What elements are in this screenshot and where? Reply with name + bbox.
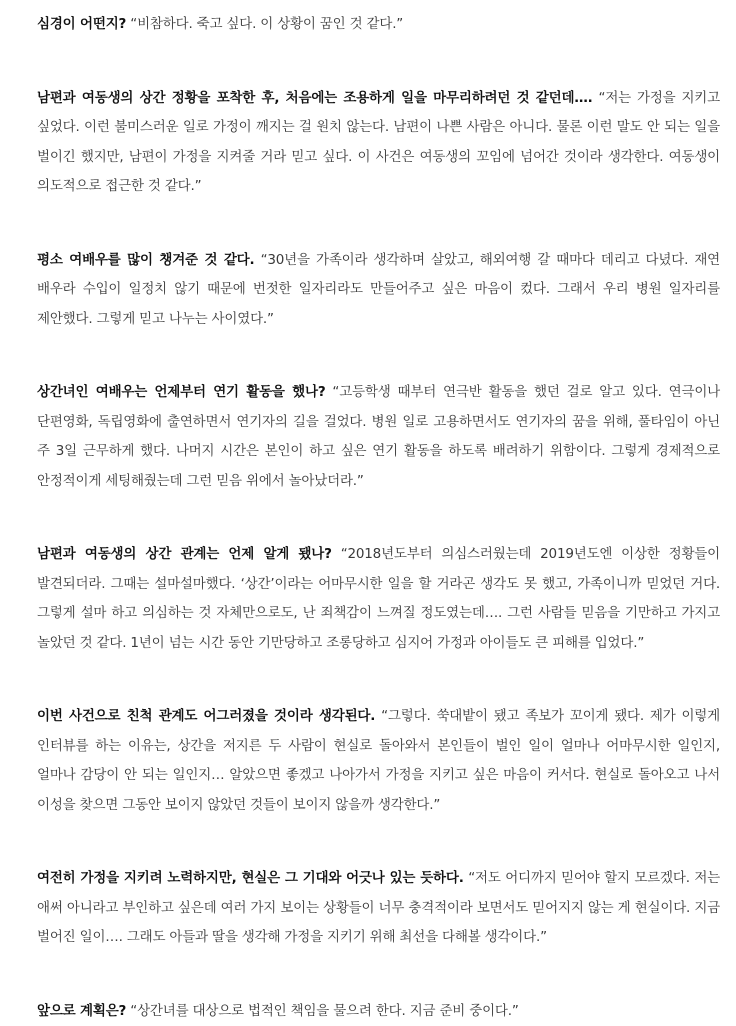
interview-question: 남편과 여동생의 상간 정황을 포착한 후, 처음에는 조용하게 일을 마무리하려던 것 같던데….: [37, 90, 593, 106]
interview-question: 여전히 가정을 지키려 노력하지만, 현실은 그 기대와 어긋나 있는 듯하다.: [37, 870, 464, 886]
interview-answer: “상간녀를 대상으로 법적인 책임을 물으려 한다. 지금 준비 중이다.”: [130, 1003, 518, 1019]
interview-answer: “저도 어디까지 믿어야 할지 모르겠다. 저는 애써 아니라고 부인하고 싶은데 여러 가지 보이는 상황들이 너무 충격적이라 보면서도 믿어지지 않는 게 현실이다. 지금 벌어진 일이…. 그래도 아들과 딸을 생각해 가정을 지키기 위해 최선을 다해볼 생각이다.”: [37, 870, 720, 945]
interview-question: 심경이 어떤지?: [37, 16, 126, 32]
interview-answer: “저는 가정을 지키고 싶었다. 이런 불미스러운 일로 가정이 깨지는 걸 원치 않는다. 남편이 나쁜 사람은 아니다. 물론 이런 말도 안 되는 일을 벌이긴 했지만, 남편이 가정을 지켜줄 거라 믿고 싶다. 이 사건은 여동생의 꼬임에 넘어간 것이라 생각한다. 여동생이 의도적으로 접근한 것 같다.”: [37, 90, 720, 195]
interview-paragraph: [37, 540, 720, 658]
interview-paragraph: [37, 10, 720, 40]
interview-paragraph: [37, 702, 720, 820]
interview-answer: “그렇다. 쑥대밭이 됐고 족보가 꼬이게 됐다. 제가 이렇게 인터뷰를 하는 이유는, 상간을 저지른 두 사람이 현실로 돌아와서 본인들이 벌인 일이 얼마나 어마무시한 일인지, 얼마나 감당이 안 되는 일인지… 알았으면 좋겠고 나아가서 가정을 지키고 싶은 마음이 커서다. 현실로 돌아오고 나서 이성을 찾으면 그동안 보이지 않았던 것들이 보이지 않을까 생각한다.”: [37, 708, 720, 813]
interview-question: 상간녀인 여배우는 언제부터 연기 활동을 했나?: [37, 384, 325, 400]
interview-paragraph: [37, 864, 720, 953]
interview-question: 남편과 여동생의 상간 관계는 언제 알게 됐나?: [37, 546, 332, 562]
interview-question: 이번 사건으로 친척 관계도 어그러졌을 것이라 생각된다.: [37, 708, 375, 724]
interview-paragraph: [37, 246, 720, 335]
interview-question: 평소 여배우를 많이 챙겨준 것 같다.: [37, 252, 254, 268]
interview-answer: “비참하다. 죽고 싶다. 이 상황이 꿈인 것 같다.”: [130, 16, 403, 32]
interview-answer: “30년을 가족이라 생각하며 살았고, 해외여행 갈 때마다 데리고 다녔다. 재연 배우라 수입이 일정치 않기 때문에 번젓한 일자리라도 만들어주고 싶은 마음이 컸다. 그래서 우리 병원 일자리를 제안했다. 그렇게 믿고 나누는 사이였다.”: [37, 252, 720, 327]
interview-paragraph: [37, 378, 720, 496]
interview-paragraph: [37, 84, 720, 202]
interview-answer: “2018년도부터 의심스러웠는데 2019년도엔 이상한 정황들이 발견되더라. 그때는 설마설마했다. ‘상간’이라는 어마무시한 일을 할 거라곤 생각도 못 했고, 가족이니까 믿었던 거다. 그렇게 설마 하고 의심하는 것 자체만으로도, 난 죄책감이 느껴질 정도였는데…. 그런 사람들 믿음을 기만하고 가지고 놀았던 것 같다. 1년이 넘는 시간 동안 기만당하고 조롱당하고 심지어 가정과 아이들도 큰 피해를 입었다.”: [37, 546, 720, 651]
interview-answer: “고등학생 때부터 연극반 활동을 했던 걸로 알고 있다. 연극이나 단편영화, 독립영화에 출연하면서 연기자의 길을 걸었다. 병원 일로 고용하면서도 연기자의 꿈을 위해, 풀타임이 아닌 주 3일 근무하게 했다. 나머지 시간은 본인이 하고 싶은 연기 활동을 하도록 배려하기 위함이다. 그렇게 경제적으로 안정적이게 세팅해줬는데 그런 믿음 위에서 놀아났더라.”: [37, 384, 720, 489]
interview-question: 앞으로 계획은?: [37, 1003, 126, 1019]
interview-paragraph: [37, 997, 720, 1026]
